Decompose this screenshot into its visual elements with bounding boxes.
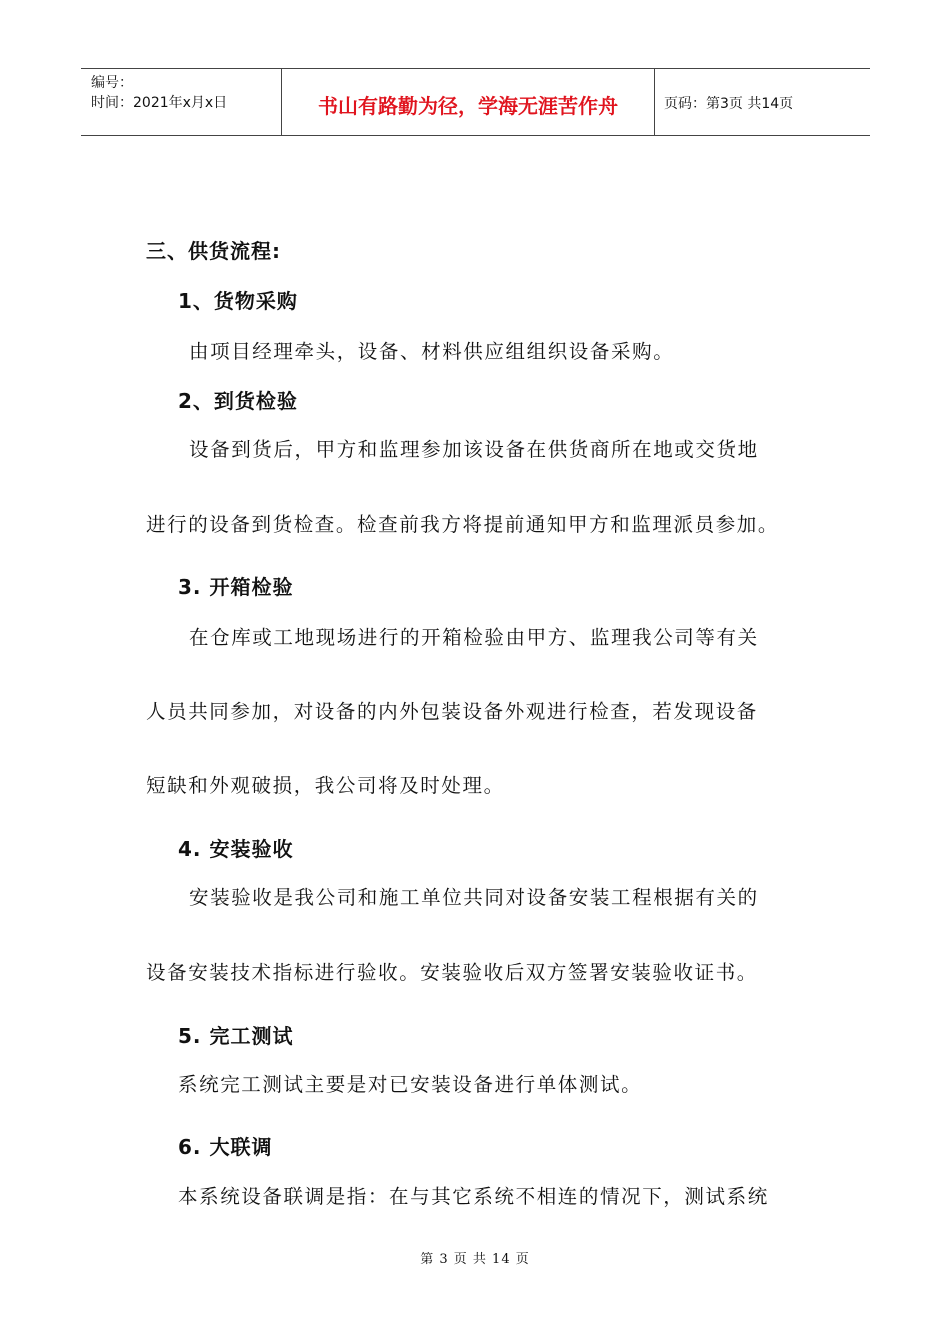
item-heading-1: 1、货物采购: [178, 289, 298, 313]
item-heading-4: 4. 安装验收: [178, 837, 294, 861]
document-header: [81, 68, 870, 136]
item-heading-3: 3. 开箱检验: [178, 575, 294, 599]
item-heading-2: 2、到货检验: [178, 389, 298, 413]
header-meta-cell: [81, 69, 282, 135]
time-label: 时间：2021年x月x日: [91, 95, 228, 111]
footer-page-number: 第 3 页 共 14 页: [420, 1252, 530, 1267]
item-heading-6: 6. 大联调: [178, 1135, 273, 1159]
header-page-cell: [655, 69, 870, 135]
paragraph-line: 短缺和外观破损，我公司将及时处理。: [146, 774, 505, 797]
paragraph-line: 本系统设备联调是指：在与其它系统不相连的情况下，测试系统: [178, 1185, 769, 1208]
paragraph-line: 由项目经理牵头，设备、材料供应组组织设备采购。: [189, 340, 675, 363]
paragraph-line: 系统完工测试主要是对已安装设备进行单体测试。: [178, 1073, 643, 1096]
page-info: 页码：第3页 共14页: [664, 96, 794, 112]
item-heading-5: 5. 完工测试: [178, 1024, 294, 1048]
paragraph-line: 设备安装技术指标进行验收。安装验收后双方签署安装验收证书。: [146, 961, 758, 984]
header-motto-cell: [282, 69, 655, 135]
motto-text: 书山有路勤为径，学海无涯苦作舟: [318, 93, 618, 118]
page-footer: [0, 1248, 950, 1267]
section-title: 三、供货流程:: [146, 239, 281, 263]
paragraph-line: 安装验收是我公司和施工单位共同对设备安装工程根据有关的: [189, 886, 759, 909]
paragraph-line: 人员共同参加，对设备的内外包装设备外观进行检查，若发现设备: [146, 700, 758, 723]
paragraph-line: 进行的设备到货检查。检查前我方将提前通知甲方和监理派员参加。: [146, 513, 780, 536]
paragraph-line: 设备到货后，甲方和监理参加该设备在供货商所在地或交货地: [189, 438, 759, 461]
paragraph-line: 在仓库或工地现场进行的开箱检验由甲方、监理我公司等有关: [189, 626, 759, 649]
number-label: 编号：: [91, 75, 133, 91]
